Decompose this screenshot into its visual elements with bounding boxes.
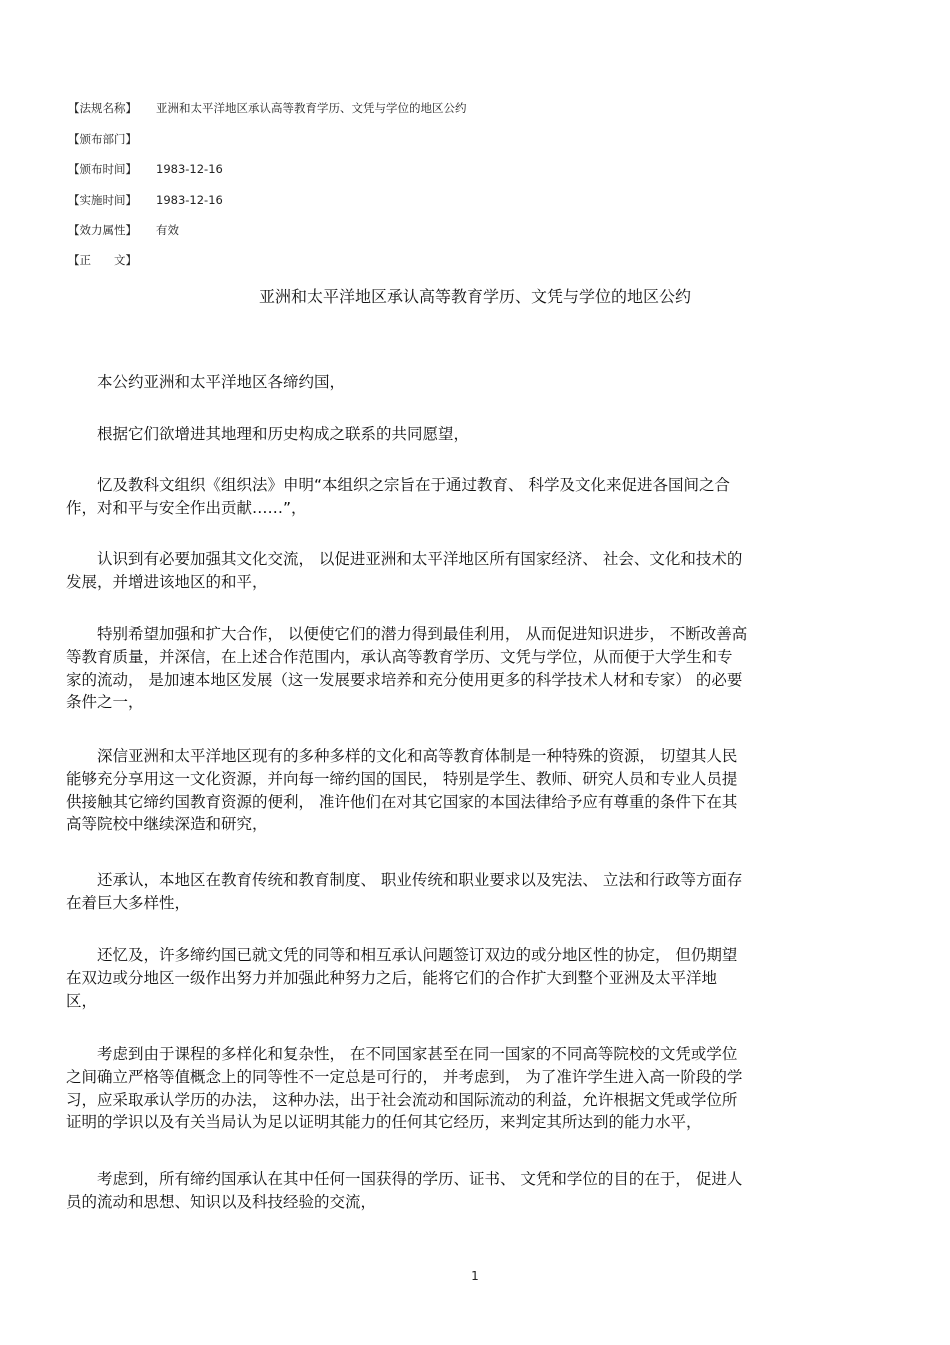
paragraph-line: 特别希望加强和扩大合作， 以便使它们的潜力得到最佳利用， 从而促进知识进步， 不断改善高: [66, 625, 748, 643]
paragraph: [66, 423, 882, 446]
meta-label: 【效力属性】: [68, 223, 137, 237]
meta-row-validity: [68, 222, 179, 238]
meta-row-body-text: [68, 252, 156, 268]
paragraph-line: 在双边或分地区一级作出努力并加强此种努力之后，能将它们的合作扩大到整个亚洲及太平洋地: [66, 968, 718, 987]
meta-label: 【法规名称】: [68, 101, 137, 115]
paragraph-line: 之间确立严格等值概念上的同等性不一定总是可行的， 并考虑到， 为了准许学生进入高一阶段的学: [66, 1067, 743, 1086]
paragraph-line: 发展，并增进该地区的和平，: [66, 572, 268, 591]
paragraph-line: 区，: [66, 991, 98, 1010]
paragraph-line: 考虑到，所有缔约国承认在其中任何一国获得的学历、证书、 文凭和学位的目的在于， 促进人: [66, 1170, 743, 1188]
paragraph-line: 深信亚洲和太平洋地区现有的多种多样的文化和高等教育体制是一种特殊的资源， 切望其人民: [66, 747, 738, 765]
meta-value: 亚洲和太平洋地区承认高等教育学历、文凭与学位的地区公约: [156, 101, 467, 115]
paragraph: [66, 869, 882, 915]
paragraph-line: 还忆及，许多缔约国已就文凭的同等和相互承认问题签订双边的或分地区性的协定， 但仍期望: [66, 946, 738, 964]
page-number: 1: [471, 1269, 479, 1283]
paragraph-line: 高等院校中继续深造和研究，: [66, 815, 268, 834]
meta-value: 有效: [156, 223, 179, 237]
paragraph-line: 员的流动和思想、知识以及科技经验的交流，: [66, 1192, 377, 1211]
paragraph-line: 根据它们欲增进其地理和历史构成之联系的共同愿望，: [66, 425, 470, 443]
paragraph: [66, 1168, 882, 1214]
paragraph: [66, 1043, 882, 1134]
meta-label: 【颁布部门】: [68, 132, 137, 146]
paragraph-line: 考虑到由于课程的多样化和复杂性， 在不同国家甚至在同一国家的不同高等院校的文凭或学位: [66, 1045, 738, 1063]
paragraph-line: 忆及教科文组织《组织法》申明“本组织之宗旨在于通过教育、 科学及文化来促进各国间之合: [66, 476, 730, 494]
paragraph: [66, 371, 882, 394]
paragraph: [66, 944, 882, 1012]
paragraph: [66, 548, 882, 594]
paragraph-line: 供接触其它缔约国教育资源的便利， 准许他们在对其它国家的本国法律给予应有尊重的条件下在其: [66, 792, 738, 811]
paragraph-line: 本公约亚洲和太平洋地区各缔约国，: [66, 373, 346, 391]
meta-label: 【实施时间】: [68, 193, 137, 207]
document-title: 亚洲和太平洋地区承认高等教育学历、文凭与学位的地区公约: [258, 287, 691, 306]
meta-label: 【颁布时间】: [68, 162, 137, 176]
paragraph-line: 作，对和平与安全作出贡献……”，: [66, 498, 307, 517]
paragraph-line: 能够充分享用这一文化资源，并向每一缔约国的国民， 特别是学生、教师、研究人员和专业人员提: [66, 769, 738, 788]
paragraph-line: 还承认，本地区在教育传统和教育制度、 职业传统和职业要求以及宪法、 立法和行政等方面存: [66, 871, 743, 889]
paragraph-line: 认识到有必要加强其文化交流， 以促进亚洲和太平洋地区所有国家经济、 社会、文化和技术的: [66, 550, 743, 568]
meta-row-department: [68, 131, 156, 147]
paragraph-line: 家的流动， 是加速本地区发展（这一发展要求培养和充分使用更多的科学技术人材和专家） 的必要: [66, 670, 743, 689]
paragraph-line: 在着巨大多样性，: [66, 893, 191, 912]
paragraph-line: 习，应采取承认学历的办法， 这种办法，出于社会流动和国际流动的利益，允许根据文凭或学位所: [66, 1090, 738, 1109]
meta-row-effective-date: [68, 192, 223, 208]
paragraph-line: 证明的学识以及有关当局认为足以证明其能力的任何其它经历，来判定其所达到的能力水平，: [66, 1113, 702, 1132]
paragraph: [66, 745, 882, 836]
meta-row-law-name: [68, 100, 467, 116]
paragraph: [66, 474, 882, 520]
meta-value: 1983-12-16: [156, 162, 223, 176]
meta-row-issue-date: [68, 161, 223, 177]
paragraph: [66, 623, 882, 714]
meta-value: 1983-12-16: [156, 193, 223, 207]
meta-label: 【正 文】: [68, 253, 137, 267]
paragraph-line: 等教育质量，并深信，在上述合作范围内，承认高等教育学历、文凭与学位，从而便于大学生和专: [66, 647, 733, 666]
paragraph-line: 条件之一，: [66, 693, 144, 712]
